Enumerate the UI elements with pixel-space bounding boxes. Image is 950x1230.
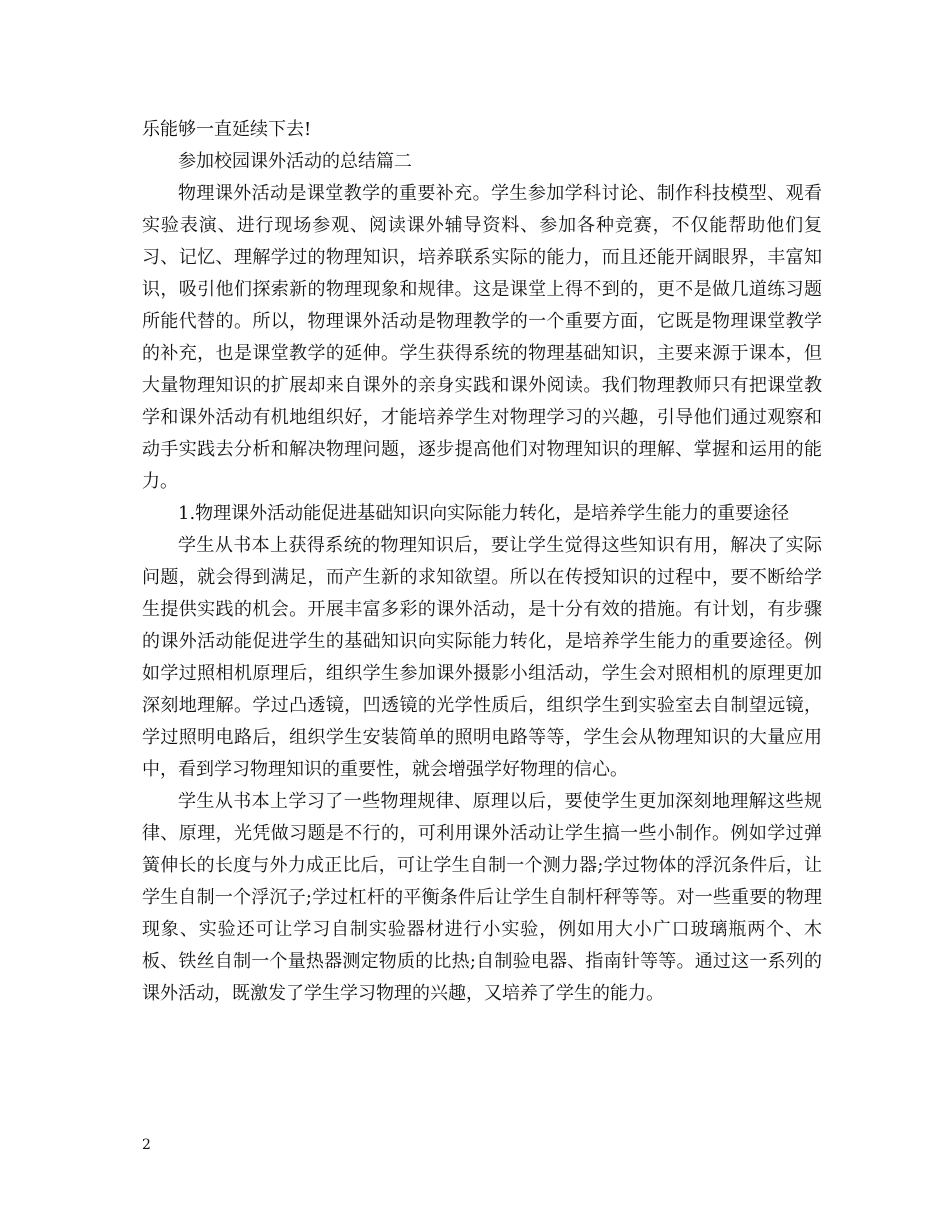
page-number: 2: [142, 1137, 151, 1153]
paragraph-body: 学生从书本上获得系统的物理知识后，要让学生觉得这些知识有用，解决了实际问题，就会得到满足，而产生新的求知欲望。所以在传授知识的过程中，要不断给学生提供实践的机会。开展丰富多彩的课外活动，是十分有效的措施。有计划，有步骤的课外活动能促进学生的基础知识向实际能力转化，是培养学生能力的重要途径。例如学过照相机原理后，组织学生参加课外摄影小组活动，学生会对照相机的原理更加深刻地理解。学过凸透镜，凹透镜的光学性质后，组织学生到实验室去自制望远镜，学过照明电路后，组织学生安装简单的照明电路等等，学生会从物理知识的大量应用中，看到学习物理知识的重要性，就会增强学好物理的信心。: [142, 535, 822, 780]
paragraph-continuation: 乐能够一直延续下去!: [142, 119, 312, 140]
paragraph-intro: 物理课外活动是课堂教学的重要补充。学生参加学科讨论、制作科技模型、观看实验表演、进行现场参观、阅读课外辅导资料、参加各种竞赛，不仅能帮助他们复习、记忆、理解学过的物理知识，培养联系实际的能力，而且还能开阔眼界，丰富知识，吸引他们探索新的物理现象和规律。这是课堂上得不到的，更不是做几道练习题所能代替的。所以，物理课外活动是物理教学的一个重要方面，它既是物理课堂教学的补充，也是课堂教学的延伸。学生获得系统的物理基础知识，主要来源于课本，但大量物理知识的扩展却来自课外的亲身实践和课外阅读。我们物理教师只有把课堂教学和课外活动有机地组织好，才能培养学生对物理学习的兴趣，引导他们通过观察和动手实践去分析和解决物理问题，逐步提高他们对物理知识的理解、掌握和运用的能力。: [142, 183, 822, 492]
section-heading: 参加校园课外活动的总结篇二: [178, 151, 412, 172]
document-body: [142, 114, 822, 1010]
numbered-subheading: 1.物理课外活动能促进基础知识向实际能力转化，是培养学生能力的重要途径: [178, 503, 790, 524]
paragraph-body: 学生从书本上学习了一些物理规律、原理以后，要使学生更加深刻地理解这些规律、原理，光凭做习题是不行的，可利用课外活动让学生搞一些小制作。例如学过弹簧伸长的长度与外力成正比后，可让学生自制一个测力器;学过物体的浮沉条件后，让学生自制一个浮沉子;学过杠杆的平衡条件后让学生自制杆秤等等。对一些重要的物理现象、实验还可让学习自制实验器材进行小实验，例如用大小广口玻璃瓶两个、木板、铁丝自制一个量热器测定物质的比热;自制验电器、指南针等等。通过这一系列的课外活动，既激发了学生学习物理的兴趣，又培养了学生的能力。: [142, 791, 822, 1004]
